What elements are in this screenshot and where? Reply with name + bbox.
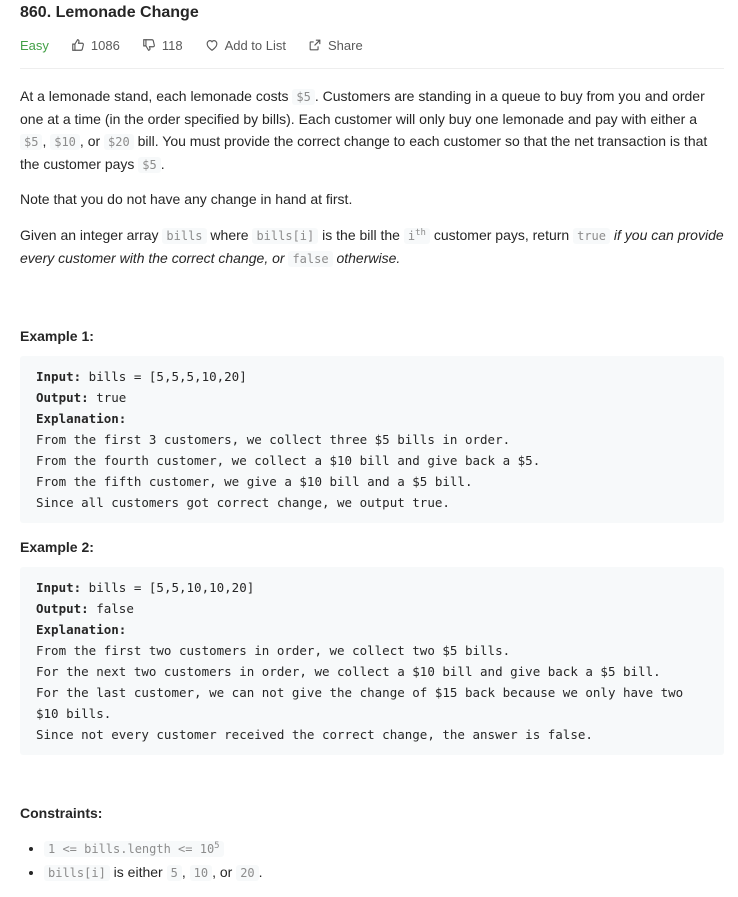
- inline-code: $5: [292, 89, 314, 105]
- like-count: 1086: [90, 37, 120, 53]
- problem-description: [20, 85, 724, 270]
- text: .: [258, 864, 263, 880]
- inline-code: false: [288, 251, 332, 267]
- superscript: 5: [214, 841, 220, 851]
- inline-code: 5: [167, 865, 182, 881]
- constraints-heading: Constraints:: [20, 805, 103, 821]
- output-value: false: [88, 601, 134, 616]
- constraint-item: [44, 835, 724, 860]
- text: , or: [79, 133, 105, 149]
- inline-code: $5: [138, 157, 160, 173]
- inline-code: bills[i]: [252, 228, 318, 244]
- input-value: bills = [5,5,5,10,20]: [81, 369, 247, 384]
- example-1: [20, 328, 724, 523]
- label: Output:: [36, 390, 89, 405]
- inline-code: $5: [20, 134, 42, 150]
- problem-meta-bar: [20, 30, 724, 69]
- example-code-block: [20, 356, 724, 523]
- inline-code: [404, 228, 430, 244]
- constraints-list: [20, 835, 724, 884]
- text: At a lemonade stand, each lemonade costs: [20, 88, 293, 104]
- add-to-list-label: Add to List: [224, 37, 286, 53]
- inline-code: 10: [190, 865, 212, 881]
- inline-code: 20: [236, 865, 258, 881]
- input-value: bills = [5,5,10,10,20]: [81, 580, 255, 595]
- dislike-button[interactable]: [142, 38, 183, 53]
- inline-code: bills[i]: [44, 865, 110, 881]
- text: 1 <= bills.length <= 10: [48, 842, 215, 856]
- text: . Customers are standing in a queue to buy from you and order one at a time (in the order specified by bills). Each customer will only buy one lemonade and pay with either a: [20, 88, 705, 127]
- emphasis-text: if you can provide every customer with the correct change, or: [20, 227, 724, 266]
- inline-code: $10: [50, 134, 80, 150]
- label: Input:: [36, 580, 82, 595]
- example-heading: Example 1:: [20, 328, 94, 344]
- inline-code: true: [573, 228, 610, 244]
- text: Given an integer array: [20, 227, 163, 243]
- output-value: true: [88, 390, 127, 405]
- problem-title: 860. Lemonade Change: [20, 4, 199, 21]
- text: customer pays, return: [429, 227, 574, 243]
- description-paragraph: Note that you do not have any change in hand at first.: [20, 191, 353, 207]
- text: , or: [212, 864, 237, 880]
- constraint-item: [44, 861, 724, 884]
- label: Explanation:: [36, 411, 127, 426]
- dislike-count: 118: [161, 37, 183, 53]
- text: is the bill the: [318, 227, 404, 243]
- share-icon: [308, 38, 322, 52]
- label: Explanation:: [36, 622, 127, 637]
- description-paragraph: [20, 222, 724, 270]
- difficulty-badge: Easy: [20, 37, 49, 53]
- explanation-text: From the first 3 customers, we collect three $5 bills in order. From the fourth customer, we collect a $10 bill and give back a $5. From the fifth customer, we give a $10 bill and a $5 bill. Since all customers got correct change, we output true.: [36, 432, 541, 510]
- text: ,: [181, 864, 190, 880]
- emphasis-text: otherwise.: [332, 250, 401, 266]
- label: Output:: [36, 601, 89, 616]
- heart-icon: [205, 38, 219, 52]
- share-button[interactable]: [308, 38, 363, 53]
- text: where: [206, 227, 253, 243]
- text: is either: [109, 864, 167, 880]
- label: Input:: [36, 369, 82, 384]
- example-code-block: [20, 567, 724, 755]
- add-to-list-button[interactable]: [205, 38, 286, 53]
- like-button[interactable]: [71, 38, 120, 53]
- text: .: [160, 156, 165, 172]
- example-heading: Example 2:: [20, 539, 94, 555]
- inline-code: [44, 841, 224, 857]
- inline-code: bills: [162, 228, 206, 244]
- description-paragraph: [20, 85, 724, 176]
- example-2: [20, 539, 724, 755]
- inline-code: $20: [104, 134, 134, 150]
- text: ,: [42, 133, 51, 149]
- thumbs-up-icon: [71, 38, 85, 52]
- constraints-section: [20, 805, 724, 884]
- text: bill. You must provide the correct change to each customer so that the net transaction is that the customer pays: [20, 133, 708, 172]
- explanation-text: From the first two customers in order, we collect two $5 bills. For the next two customers in order, we collect a $10 bill and give back a $5 bill. For the last customer, we can not give the change of $15 back because we only have two $10 bills. Since not every customer received the correct change, the answer is false.: [36, 643, 684, 742]
- superscript: th: [415, 228, 426, 238]
- text: i: [407, 229, 416, 243]
- thumbs-down-icon: [142, 38, 156, 52]
- share-label: Share: [328, 37, 363, 53]
